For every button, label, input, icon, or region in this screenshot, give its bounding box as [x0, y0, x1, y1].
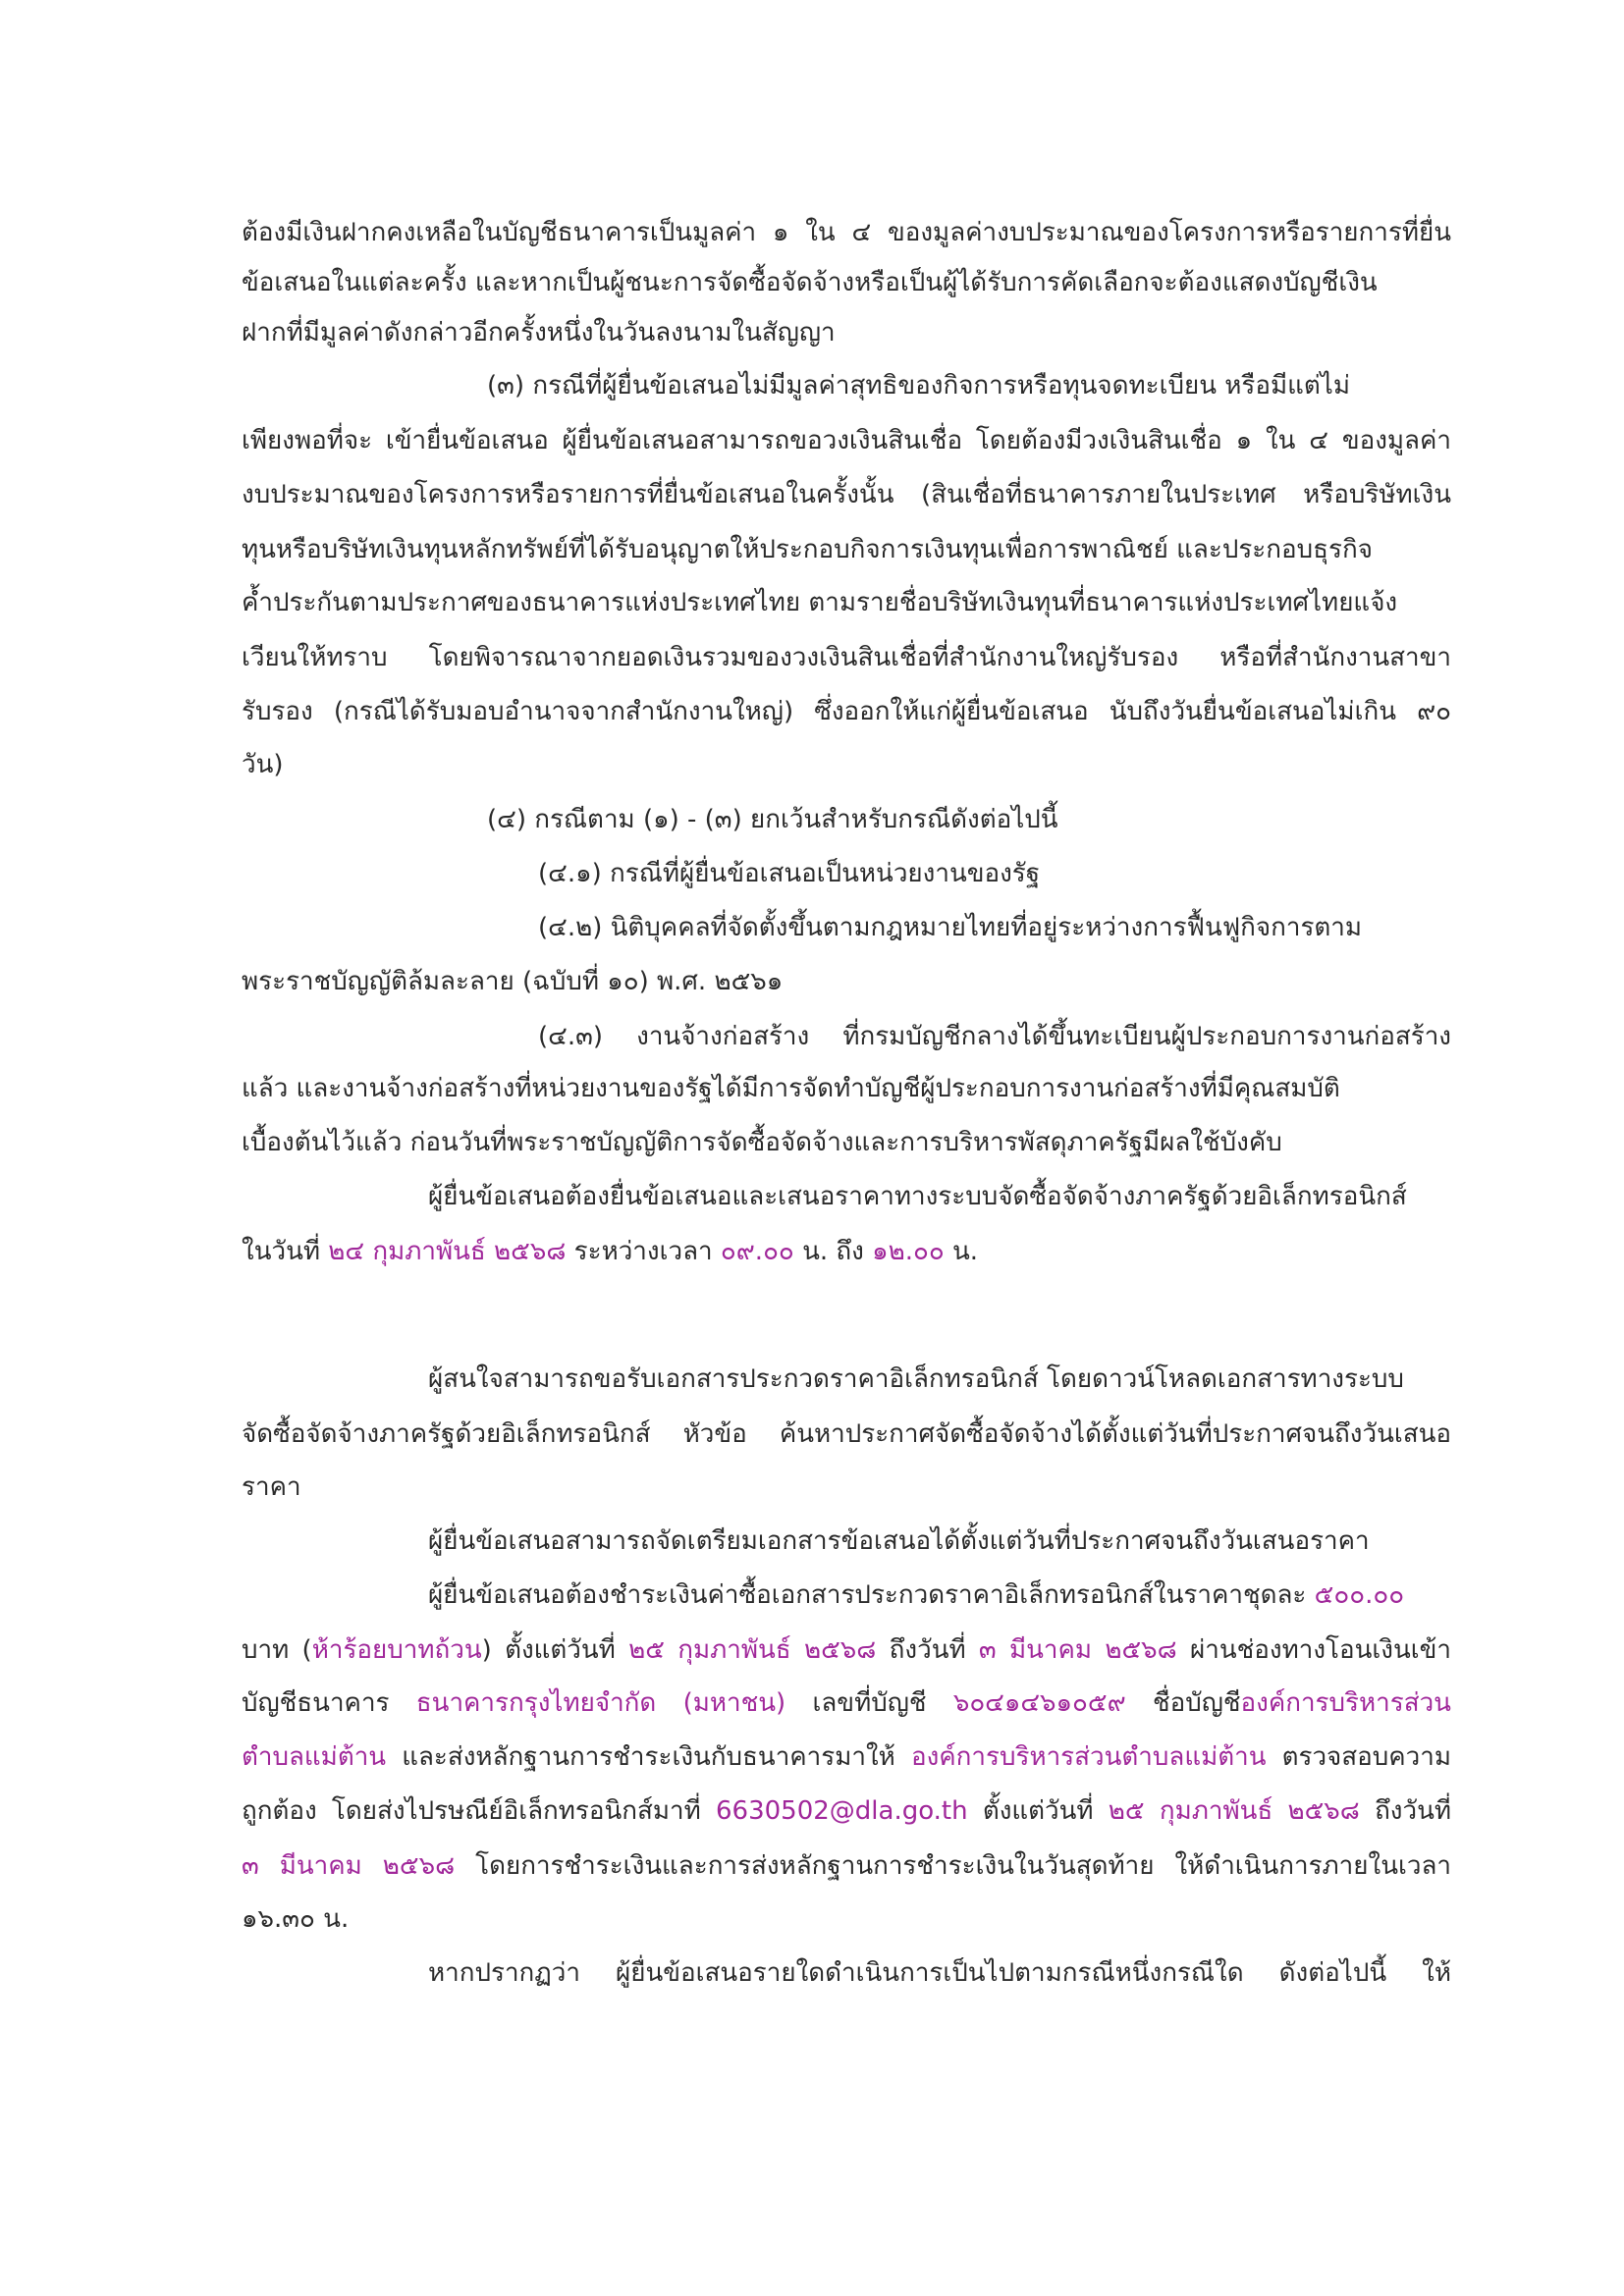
text-segment: เบื้องต้นไว้แล้ว ก่อนวันที่พระราชบัญญัติการจัดซื้อจัดจ้างและการบริหารพัสดุภาครัฐมีผลใช้บังคับ: [242, 1128, 1282, 1157]
text-line: [242, 1074, 1340, 1104]
text-segment: ฝากที่มีมูลค่าดังกล่าวอีกครั้งหนึ่งในวันลงนามในสัญญา: [242, 318, 836, 347]
text-segment: ผู้ยื่นข้อเสนอสามารถจัดเตรียมเอกสารข้อเสนอได้ตั้งแต่วันที่ประกาศจนถึงวันเสนอราคา: [428, 1526, 1370, 1556]
text-segment: พระราชบัญญัติล้มละลาย (ฉบับที่ ๑๐) พ.ศ. ๒๕๖๑: [242, 967, 784, 996]
text-segment: เลขที่บัญชี: [785, 1688, 953, 1718]
text-segment: (๔.๓) งานจ้างก่อสร้าง ที่กรมบัญชีกลางได้ขึ้นทะเบียนผู้ประกอบการงานก่อสร้าง: [538, 1022, 1451, 1051]
text-line: [487, 805, 1058, 835]
text-line: [428, 1364, 1404, 1395]
text-segment: วัน): [242, 750, 284, 779]
text-segment: ตั้งแต่วันที่: [967, 1796, 1109, 1826]
text-segment: ถึงวันที่: [876, 1635, 979, 1665]
text-line: [242, 1742, 1451, 1773]
text-line: [242, 1796, 1451, 1827]
text-segment: เวียนให้ทราบ โดยพิจารณาจากยอดเงินรวมของวงเงินสินเชื่อที่สำนักงานใหญ่รับรอง หรือที่สำนักงานสาขา: [242, 643, 1451, 672]
highlighted-text: 6630502@dla.go.th: [715, 1796, 968, 1826]
text-line: [242, 1237, 978, 1267]
text-segment: บัญชีธนาคาร: [242, 1688, 416, 1718]
text-segment: ผ่านช่องทางโอนเงินเข้า: [1176, 1635, 1452, 1665]
highlighted-text: ธนาคารกรุงไทยจำกัด (มหาชน): [415, 1688, 786, 1718]
text-segment: ผู้ยื่นข้อเสนอต้องชำระเงินค่าซื้อเอกสารประกวดราคาอิเล็กทรอนิกส์ในราคาชุดละ: [428, 1580, 1315, 1610]
text-segment: (๓) กรณีที่ผู้ยื่นข้อเสนอไม่มีมูลค่าสุทธิของกิจการหรือทุนจดทะเบียน หรือมีแต่ไม่: [487, 371, 1350, 400]
text-line: [242, 1904, 349, 1935]
text-line: [428, 1580, 1404, 1611]
text-segment: ในวันที่: [242, 1237, 329, 1266]
text-line: [242, 697, 1451, 727]
text-segment: (๔.๑) กรณีที่ผู้ยื่นข้อเสนอเป็นหน่วยงานของรัฐ: [538, 859, 1041, 888]
text-segment: รับรอง (กรณีได้รับมอบอำนาจจากสำนักงานใหญ่) ซึ่งออกให้แก่ผู้ยื่นข้อเสนอ นับถึงวันยื่นข้อเสนอไม่เกิน ๙๐: [242, 697, 1451, 726]
highlighted-text: ๑๒.๐๐: [872, 1237, 945, 1266]
highlighted-text: ๐๙.๐๐: [720, 1237, 794, 1266]
text-segment: โดยการชำระเงินและการส่งหลักฐานการชำระเงินในวันสุดท้าย ให้ดำเนินการภายในเวลา: [455, 1851, 1451, 1881]
text-segment: ถึงวันที่: [1359, 1796, 1452, 1826]
highlighted-text: ๓ มีนาคม ๒๕๖๘: [978, 1635, 1177, 1665]
text-line: [428, 1182, 1407, 1212]
text-line: [242, 218, 1451, 248]
text-segment: ราคา: [242, 1472, 301, 1502]
text-line: [242, 1128, 1282, 1158]
highlighted-text: องค์การบริหารส่วน: [1240, 1688, 1451, 1718]
text-line: [242, 1635, 1451, 1666]
text-line: [242, 1688, 1451, 1719]
text-segment: หากปรากฏว่า ผู้ยื่นข้อเสนอรายใดดำเนินการเป็นไปตามกรณีหนึ่งกรณีใด ดังต่อไปนี้ ให้: [428, 1958, 1451, 1988]
text-line: [487, 371, 1350, 401]
text-segment: ผู้ยื่นข้อเสนอต้องยื่นข้อเสนอและเสนอราคาทางระบบจัดซื้อจัดจ้างภาครัฐด้วยอิเล็กทรอนิกส์: [428, 1182, 1407, 1211]
text-segment: ) ตั้งแต่วันที่: [481, 1635, 629, 1665]
text-segment: (๔.๒) นิติบุคคลที่จัดตั้งขึ้นตามกฎหมายไทยที่อยู่ระหว่างการฟื้นฟูกิจการตาม: [538, 913, 1363, 942]
highlighted-text: องค์การบริหารส่วนตำบลแม่ต้าน: [910, 1742, 1267, 1772]
text-segment: ข้อเสนอในแต่ละครั้ง และหากเป็นผู้ชนะการจัดซื้อจัดจ้างหรือเป็นผู้ได้รับการคัดเลือกจะต้องแสดงบัญชีเงิน: [242, 268, 1378, 297]
text-segment: แล้ว และงานจ้างก่อสร้างที่หน่วยงานของรัฐได้มีการจัดทำบัญชีผู้ประกอบการงานก่อสร้างที่มีคุณสมบัติ: [242, 1074, 1340, 1103]
text-segment: ตรวจสอบความ: [1266, 1742, 1452, 1772]
text-segment: ระหว่างเวลา: [566, 1237, 721, 1266]
text-segment: ชื่อบัญชี: [1125, 1688, 1241, 1718]
text-line: [242, 268, 1378, 298]
highlighted-text: ๒๔ กุมภาพันธ์ ๒๕๖๘: [328, 1237, 567, 1266]
text-segment: เพียงพอที่จะ เข้ายื่นข้อเสนอ ผู้ยื่นข้อเสนอสามารถขอวงเงินสินเชื่อ โดยต้องมีวงเงินสินเชื่อ ๑ ใน ๔ ของมูลค่า: [242, 426, 1451, 455]
highlighted-text: ๒๕ กุมภาพันธ์ ๒๕๖๘: [1108, 1796, 1360, 1826]
text-segment: บาท (: [242, 1635, 312, 1665]
highlighted-text: ๖๐๔๑๔๖๑๐๕๙: [952, 1688, 1126, 1718]
text-line: [242, 967, 783, 997]
text-line: [242, 318, 836, 348]
text-line: [242, 1419, 1451, 1450]
text-line: [538, 913, 1362, 943]
text-line: [538, 859, 1040, 889]
text-line: [428, 1526, 1370, 1557]
text-segment: น. ถึง: [793, 1237, 873, 1266]
text-line: [242, 643, 1451, 673]
highlighted-text: ๒๕ กุมภาพันธ์ ๒๕๖๘: [628, 1635, 877, 1665]
text-segment: ผู้สนใจสามารถขอรับเอกสารประกวดราคาอิเล็กทรอนิกส์ โดยดาวน์โหลดเอกสารทางระบบ: [428, 1364, 1404, 1394]
text-line: [242, 750, 284, 780]
text-line: [242, 480, 1451, 510]
text-line: [538, 1022, 1451, 1052]
text-segment: ๑๖.๓๐ น.: [242, 1904, 350, 1934]
text-segment: ค้ำประกันตามประกาศของธนาคารแห่งประเทศไทย ตามรายชื่อบริษัทเงินทุนที่ธนาคารแห่งประเทศไทยแจ้ง: [242, 588, 1398, 617]
text-segment: ทุนหรือบริษัทเงินทุนหลักทรัพย์ที่ได้รับอนุญาตให้ประกอบกิจการเงินทุนเพื่อการพาณิชย์ และประกอบธุรกิจ: [242, 535, 1373, 564]
text-line: [428, 1958, 1451, 1989]
text-line: [242, 426, 1451, 456]
text-segment: ถูกต้อง โดยส่งไปรษณีย์อิเล็กทรอนิกส์มาที่: [242, 1796, 716, 1826]
highlighted-text: ๓ มีนาคม ๒๕๖๘: [242, 1851, 456, 1881]
text-line: [242, 1851, 1451, 1882]
text-segment: งบประมาณของโครงการหรือรายการที่ยื่นข้อเสนอในครั้งนั้น (สินเชื่อที่ธนาคารภายในประเทศ หรือบริษัทเงิน: [242, 480, 1451, 509]
highlighted-text: ห้าร้อยบาทถ้วน: [311, 1635, 482, 1665]
text-segment: (๔) กรณีตาม (๑) - (๓) ยกเว้นสำหรับกรณีดังต่อไปนี้: [487, 805, 1058, 834]
text-line: [242, 588, 1397, 618]
text-line: [242, 535, 1373, 565]
text-line: [242, 1472, 301, 1503]
highlighted-text: ๕๐๐.๐๐: [1314, 1580, 1405, 1610]
text-segment: ต้องมีเงินฝากคงเหลือในบัญชีธนาคารเป็นมูลค่า ๑ ใน ๔ ของมูลค่างบประมาณของโครงการหรือรายการที่ยื่น: [242, 218, 1451, 247]
highlighted-text: ตำบลแม่ต้าน: [242, 1742, 387, 1772]
text-segment: และส่งหลักฐานการชำระเงินกับธนาคารมาให้: [386, 1742, 911, 1772]
text-segment: จัดซื้อจัดจ้างภาครัฐด้วยอิเล็กทรอนิกส์ หัวข้อ ค้นหาประกาศจัดซื้อจัดจ้างได้ตั้งแต่วันที่ประกาศจนถึงวันเสนอ: [242, 1419, 1451, 1449]
text-segment: น.: [944, 1237, 979, 1266]
